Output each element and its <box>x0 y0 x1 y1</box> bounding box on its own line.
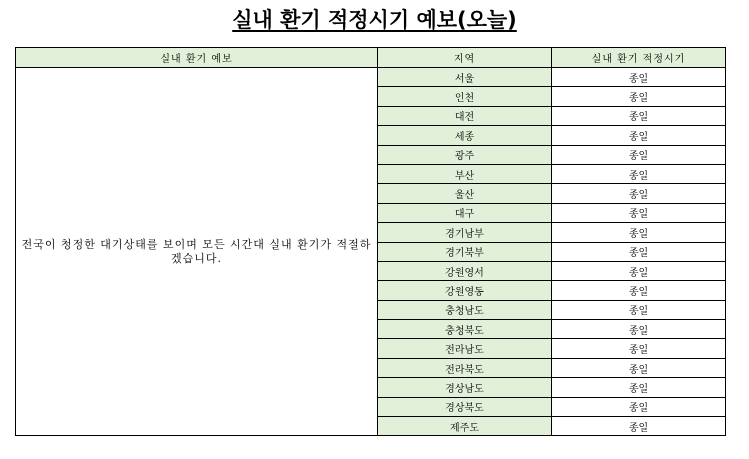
region-cell: 세종 <box>378 126 552 145</box>
region-cell: 충청남도 <box>378 300 552 319</box>
table-body <box>16 68 726 436</box>
region-cell: 제주도 <box>378 417 552 436</box>
timing-cell: 종일 <box>552 68 726 87</box>
timing-cell: 종일 <box>552 164 726 183</box>
header-timing: 실내 환기 적정시기 <box>552 48 726 68</box>
page-title-text: 실내 환기 적정시기 예보(오늘) <box>232 8 517 32</box>
timing-cell: 종일 <box>552 339 726 358</box>
timing-cell: 종일 <box>552 242 726 261</box>
timing-cell: 종일 <box>552 300 726 319</box>
region-cell: 전라북도 <box>378 358 552 377</box>
header-forecast: 실내 환기 예보 <box>16 48 378 68</box>
timing-cell: 종일 <box>552 320 726 339</box>
region-cell: 경상남도 <box>378 378 552 397</box>
page-title <box>0 6 749 34</box>
timing-cell: 종일 <box>552 378 726 397</box>
timing-cell: 종일 <box>552 145 726 164</box>
timing-cell: 종일 <box>552 184 726 203</box>
forecast-description: 전국이 청정한 대기상태를 보이며 모든 시간대 실내 환기가 적절하겠습니다. <box>16 68 378 436</box>
region-cell: 충청북도 <box>378 320 552 339</box>
table-row <box>16 68 726 87</box>
timing-cell: 종일 <box>552 106 726 125</box>
region-cell: 인천 <box>378 87 552 106</box>
timing-cell: 종일 <box>552 281 726 300</box>
region-cell: 경기북부 <box>378 242 552 261</box>
timing-cell: 종일 <box>552 223 726 242</box>
region-cell: 경상북도 <box>378 397 552 416</box>
timing-cell: 종일 <box>552 417 726 436</box>
region-cell: 대구 <box>378 203 552 222</box>
timing-cell: 종일 <box>552 126 726 145</box>
header-region: 지역 <box>378 48 552 68</box>
timing-cell: 종일 <box>552 203 726 222</box>
region-cell: 광주 <box>378 145 552 164</box>
ventilation-forecast-table <box>15 47 726 436</box>
region-cell: 강원영동 <box>378 281 552 300</box>
region-cell: 경기남부 <box>378 223 552 242</box>
region-cell: 부산 <box>378 164 552 183</box>
table-header-row <box>16 48 726 68</box>
region-cell: 강원영서 <box>378 261 552 280</box>
timing-cell: 종일 <box>552 397 726 416</box>
region-cell: 서울 <box>378 68 552 87</box>
timing-cell: 종일 <box>552 261 726 280</box>
region-cell: 전라남도 <box>378 339 552 358</box>
region-cell: 대전 <box>378 106 552 125</box>
region-cell: 울산 <box>378 184 552 203</box>
timing-cell: 종일 <box>552 358 726 377</box>
timing-cell: 종일 <box>552 87 726 106</box>
